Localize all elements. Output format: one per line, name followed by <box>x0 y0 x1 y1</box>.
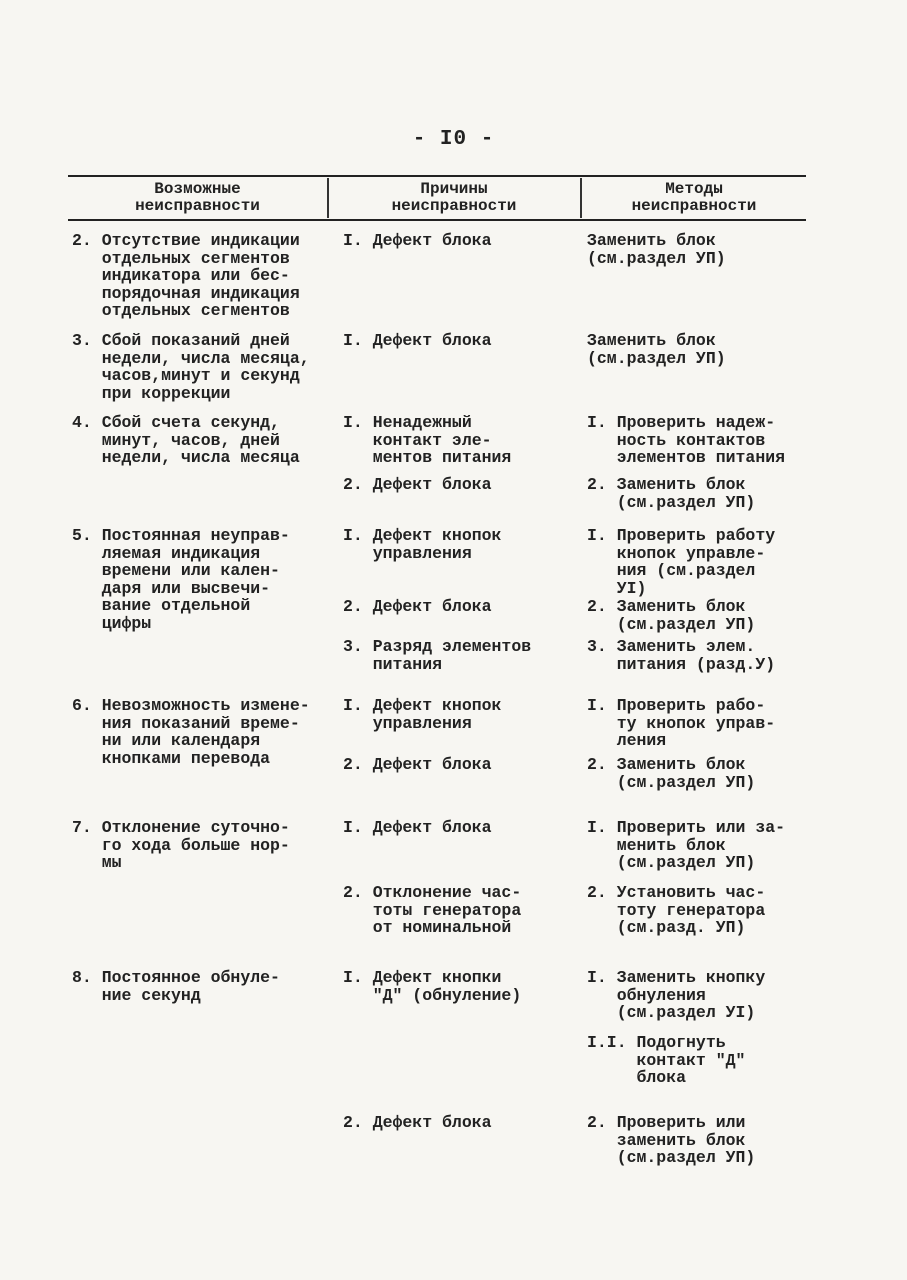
method-item: Заменить блок (см.раздел УП) <box>587 231 726 268</box>
cause-item: I. Дефект кнопок управления <box>343 526 502 563</box>
cause-item: I. Дефект кнопок управления <box>343 696 502 733</box>
table-header-rule <box>68 219 806 221</box>
method-item: 2. Заменить блок (см.раздел УП) <box>587 755 756 792</box>
fault-item: 6. Невозможность измене- ния показаний време- ни или календаря кнопками перевода <box>72 696 310 768</box>
fault-item: 8. Постоянное обнуле- ние секунд <box>72 968 280 1005</box>
method-item: 2. Проверить или заменить блок (см.раздел УП) <box>587 1113 756 1167</box>
cause-item: 2. Отклонение час- тоты генератора от номинальной <box>343 883 522 937</box>
method-item: Заменить блок (см.раздел УП) <box>587 331 726 368</box>
cause-item: I. Дефект блока <box>343 231 492 250</box>
method-item: 2. Установить час- тоту генератора (см.разд. УП) <box>587 883 766 937</box>
fault-item: 2. Отсутствие индикации отдельных сегментов индикатора или бес- порядочная индикация отдельных сегментов <box>72 231 300 320</box>
cause-item: 2. Дефект блока <box>343 597 492 616</box>
cause-item: I. Дефект блока <box>343 818 492 837</box>
method-item: 2. Заменить блок (см.раздел УП) <box>587 597 756 634</box>
method-item: 3. Заменить элем. питания (разд.У) <box>587 637 776 674</box>
method-item: I.I. Подогнуть контакт "Д" блока <box>587 1033 746 1087</box>
cause-item: 2. Дефект блока <box>343 1113 492 1132</box>
method-item: I. Проверить или за- менить блок (см.раздел УП) <box>587 818 786 872</box>
fault-item: 3. Сбой показаний дней недели, числа месяца, часов,минут и секунд при коррекции <box>72 331 310 403</box>
cause-item: I. Дефект блока <box>343 331 492 350</box>
method-item: I. Проверить рабо- ту кнопок управ- ления <box>587 696 776 750</box>
column-separator <box>580 178 582 218</box>
table-top-rule <box>68 175 806 177</box>
cause-item: 2. Дефект блока <box>343 475 492 494</box>
fault-item: 4. Сбой счета секунд, минут, часов, дней недели, числа месяца <box>72 413 300 467</box>
fault-item: 7. Отклонение суточно- го хода больше нор- мы <box>72 818 290 872</box>
header-faults: Возможные неисправности <box>135 180 260 215</box>
page-number: - I0 - <box>412 128 495 151</box>
column-separator <box>327 178 329 218</box>
cause-item: 2. Дефект блока <box>343 755 492 774</box>
cause-item: I. Дефект кнопки "Д" (обнуление) <box>343 968 522 1005</box>
cause-item: 3. Разряд элементов питания <box>343 637 532 674</box>
header-methods: Методы неисправности <box>631 180 757 215</box>
method-item: 2. Заменить блок (см.раздел УП) <box>587 475 756 512</box>
method-item: I. Заменить кнопку обнуления (см.раздел УI) <box>587 968 766 1022</box>
fault-item: 5. Постоянная неуправ- ляемая индикация времени или кален- даря или высвечи- вание отдельной цифры <box>72 526 290 633</box>
method-item: I. Проверить надеж- ность контактов элементов питания <box>587 413 786 467</box>
cause-item: I. Ненадежный контакт эле- ментов питания <box>343 413 512 467</box>
method-item: I. Проверить работу кнопок управле- ния (см.раздел УI) <box>587 526 776 598</box>
header-causes: Причины неисправности <box>391 180 517 215</box>
